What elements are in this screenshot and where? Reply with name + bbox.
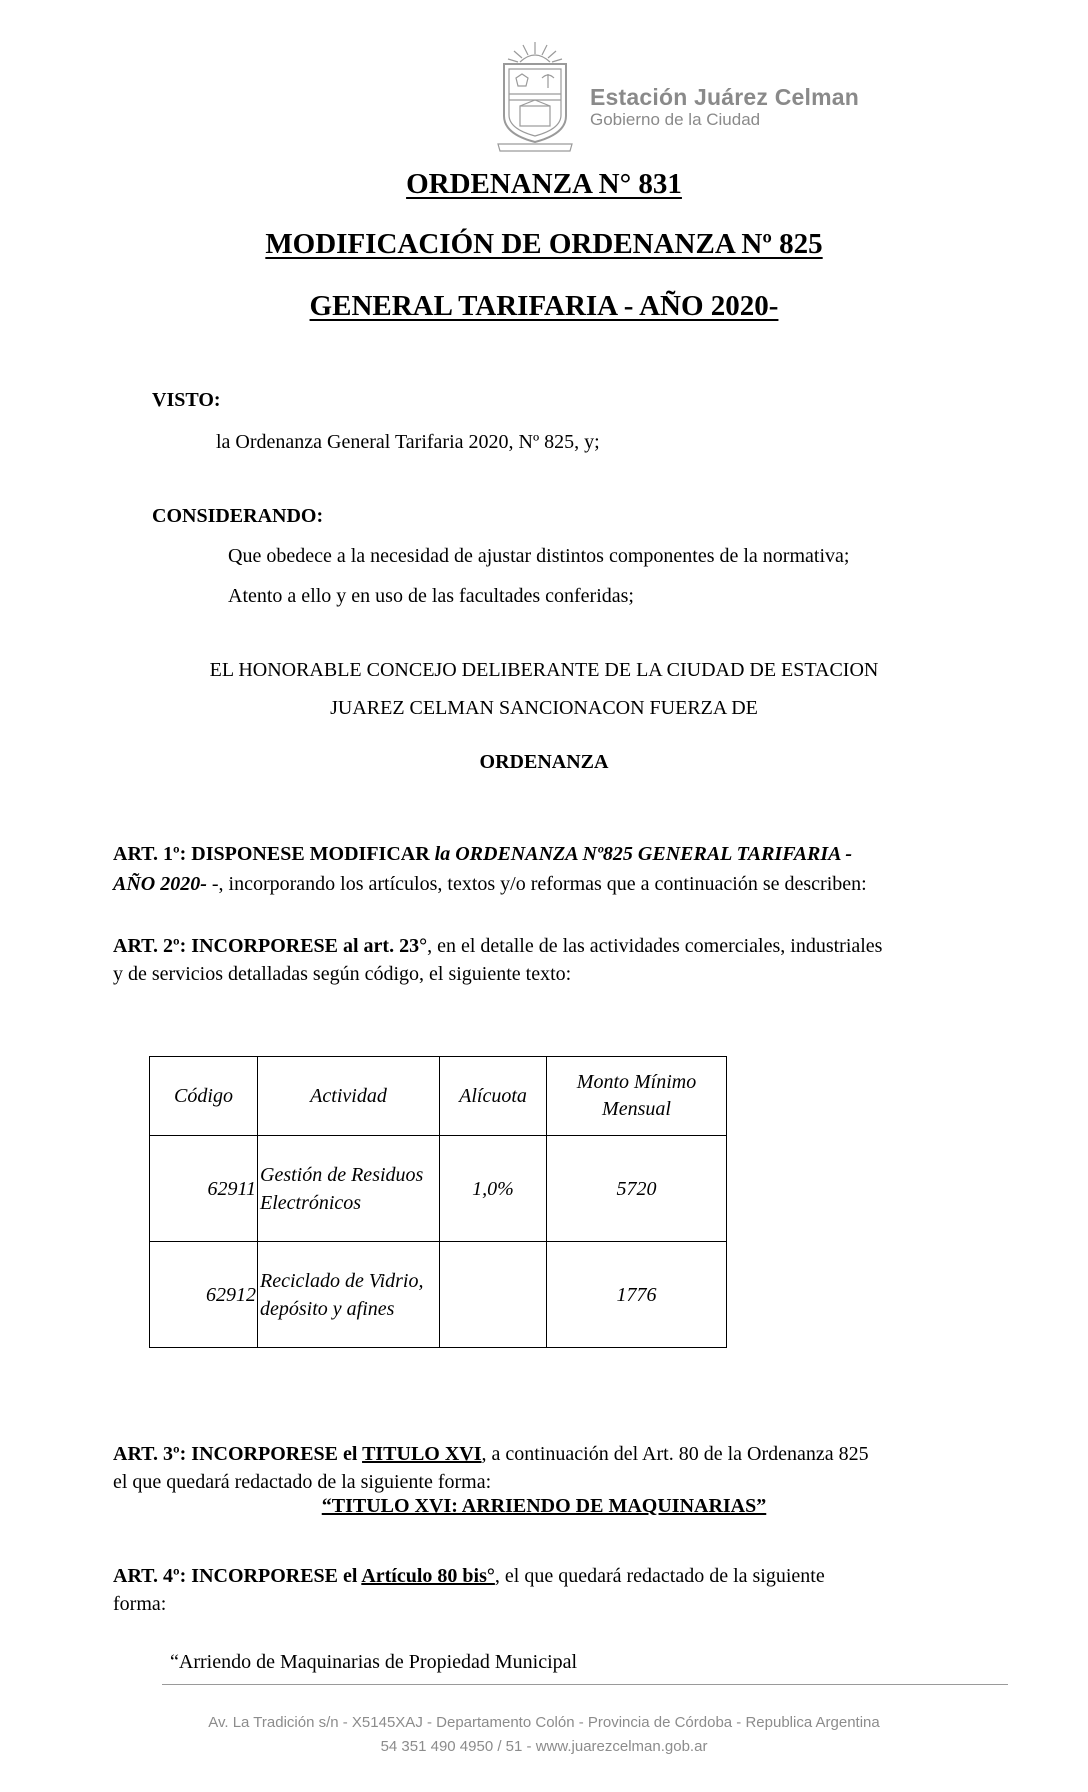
header-alicuota: Alícuota xyxy=(440,1057,547,1136)
considerando-paragraph-2: Atento a ello y en uso de las facultades conferidas; xyxy=(228,585,634,607)
art4-line-1 xyxy=(113,1564,825,1588)
art2-text-1: , en el detalle de las actividades comerciales, industriales xyxy=(427,935,883,957)
art4-quote: “Arriendo de Maquinarias de Propiedad Municipal xyxy=(170,1651,578,1673)
brand-block xyxy=(590,84,859,130)
cell-monto: 5720 xyxy=(547,1136,727,1242)
header-monto-line-1: Monto Mínimo xyxy=(576,1071,697,1093)
visto-text: la Ordenanza General Tarifaria 2020, Nº 825, y; xyxy=(216,431,600,453)
art2-line-1 xyxy=(113,934,882,958)
footer-address: Av. La Tradición s/n - X5145XAJ - Departamento Colón - Provincia de Córdoba - Republica Argentina xyxy=(208,1714,880,1731)
header-monto xyxy=(547,1057,727,1136)
header-monto-line-2: Mensual xyxy=(602,1098,671,1120)
ordinance-title: ORDENANZA N° 831 xyxy=(406,168,682,200)
sanciona-line-2: JUAREZ CELMAN SANCIONACON FUERZA DE xyxy=(330,697,758,719)
art3-line-2: el que quedará redactado de la siguiente forma: xyxy=(113,1471,492,1493)
cell-alicuota: 1,0% xyxy=(440,1136,547,1242)
art1-reference: la ORDENANZA Nº825 GENERAL TARIFARIA - xyxy=(434,843,853,865)
cell-codigo: 62912 xyxy=(150,1242,258,1348)
art3-label: ART. 3º: INCORPORESE el xyxy=(113,1443,363,1465)
table-row xyxy=(150,1136,727,1242)
cell-actividad-line-1: Reciclado de Vidrio, xyxy=(260,1269,424,1292)
visto-label: VISTO: xyxy=(152,389,221,411)
art4-label: ART. 4º: INCORPORESE el xyxy=(113,1565,362,1587)
table-header-row xyxy=(150,1057,727,1136)
cell-actividad-line-2: depósito y afines xyxy=(260,1297,395,1320)
art1-reference-year: AÑO 2020- xyxy=(113,873,207,895)
footer-divider xyxy=(162,1684,1008,1685)
brand-subtitle: Gobierno de la Ciudad xyxy=(590,110,761,129)
art4-text-1: , el que quedará redactado de la siguiente xyxy=(494,1565,825,1587)
coat-of-arms-icon xyxy=(490,38,580,156)
art1-line-2 xyxy=(113,872,867,896)
cell-monto: 1776 xyxy=(547,1242,727,1348)
art2-line-2: y de servicios detalladas según código, el siguiente texto: xyxy=(113,963,572,985)
cell-actividad xyxy=(258,1136,440,1242)
art4-line-2: forma: xyxy=(113,1593,167,1615)
cell-codigo: 62911 xyxy=(150,1136,258,1242)
tariff-title: GENERAL TARIFARIA - AÑO 2020- xyxy=(309,290,779,322)
considerando-paragraph-1: Que obedece a la necesidad de ajustar distintos componentes de la normativa; xyxy=(228,545,850,567)
art1-label: ART. 1º: DISPONESE MODIFICAR xyxy=(113,843,435,865)
considerando-label: CONSIDERANDO: xyxy=(152,505,324,527)
art1-line-1 xyxy=(113,842,852,866)
art1-text: -, incorporando los artículos, textos y/o reformas que a continuación se describen: xyxy=(206,873,867,895)
art3-text-1: , a continuación del Art. 80 de la Ordenanza 825 xyxy=(481,1443,869,1465)
activity-table xyxy=(149,1056,727,1348)
brand-name: Estación Juárez Celman xyxy=(590,84,860,110)
table-row xyxy=(150,1242,727,1348)
cell-alicuota xyxy=(440,1242,547,1348)
header-codigo: Código xyxy=(150,1057,258,1136)
ordenanza-heading: ORDENANZA xyxy=(479,751,609,773)
cell-actividad-line-2: Electrónicos xyxy=(260,1191,362,1214)
cell-actividad xyxy=(258,1242,440,1348)
art4-articulo: Artículo 80 bis° xyxy=(361,1565,495,1587)
modification-title: MODIFICACIÓN DE ORDENANZA Nº 825 xyxy=(265,228,823,260)
art2-label: ART. 2º: INCORPORESE al art. 23° xyxy=(113,935,428,957)
art3-titulo: TITULO XVI xyxy=(362,1443,482,1465)
sanciona-line-1: EL HONORABLE CONCEJO DELIBERANTE DE LA CIUDAD DE ESTACION xyxy=(209,659,879,681)
header-actividad: Actividad xyxy=(258,1057,440,1136)
footer-contact: 54 351 490 4950 / 51 - www.juarezcelman.gob.ar xyxy=(380,1738,708,1755)
art3-line-1 xyxy=(113,1442,869,1466)
art3-heading: “TITULO XVI: ARRIENDO DE MAQUINARIAS” xyxy=(321,1495,767,1517)
cell-actividad-line-1: Gestión de Residuos xyxy=(260,1163,424,1186)
